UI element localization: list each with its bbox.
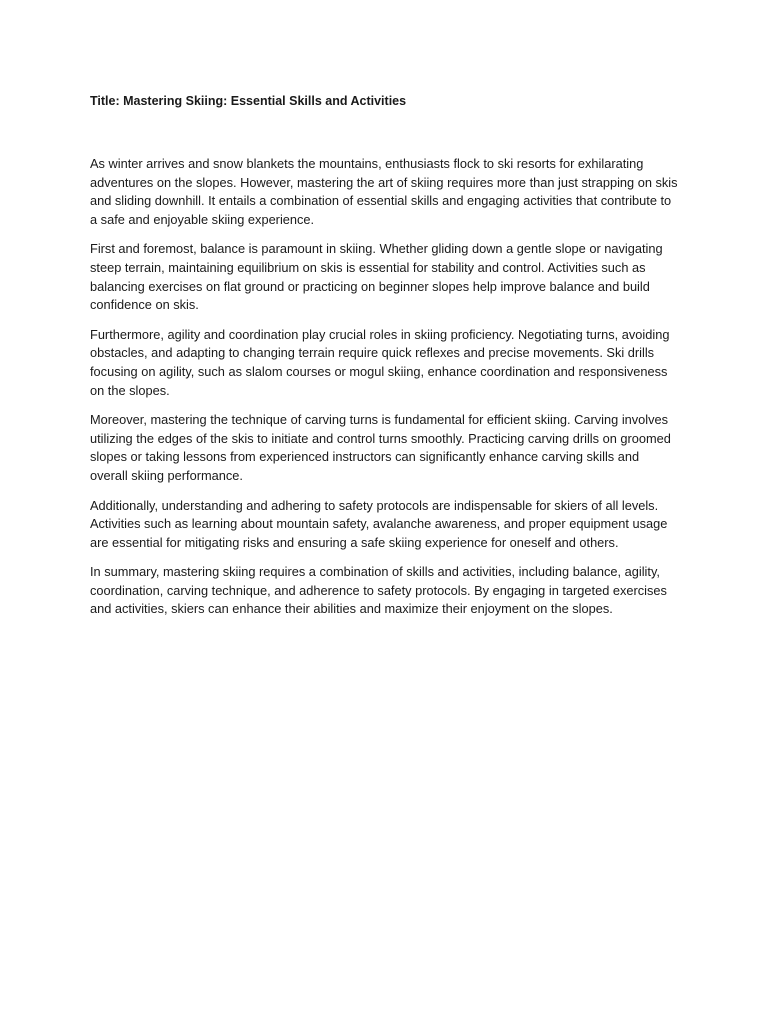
document-title: Title: Mastering Skiing: Essential Skills and Activities [90,94,407,108]
paragraph-safety: Additionally, understanding and adhering to safety protocols are indispensable for skiers of all levels. Activities such as learning about mountain safety, avalanche awareness, and proper equipment usage are essential for mitigating risks and ensuring a safe skiing experience for oneself and others. [90,497,668,550]
paragraph-agility: Furthermore, agility and coordination play crucial roles in skiing proficiency. Negotiating turns, avoiding obstacles, and adapting to changing terrain require quick reflexes and precise movements. Ski drills focusing on agility, such as slalom courses or mogul skiing, enhance coordination and responsiveness on the slopes. [90,326,670,398]
paragraph-carving: Moreover, mastering the technique of carving turns is fundamental for efficient skiing. Carving involves utilizing the edges of the skis to initiate and control turns smoothly. Practicing carving drills on groomed slopes or taking lessons from experienced instructors can significantly enhance carving skills and overall skiing performance. [90,412,671,483]
paragraph-balance: First and foremost, balance is paramount in skiing. Whether gliding down a gentle slope or navigating steep terrain, maintaining equilibrium on skis is essential for stability and control. Activities such as balancing exercises on flat ground or practicing on beginner slopes help improve balance and build confidence on skis. [90,241,663,313]
paragraph-intro: As winter arrives and snow blankets the mountains, enthusiasts flock to ski resorts for exhilarating adventures on the slopes. However, mastering the art of skiing requires more than just strapping on skis and sliding downhill. It entails a combination of essential skills and engaging activities that contribute to a safe and enjoyable skiing experience. [90,156,678,227]
paragraph-summary: In summary, mastering skiing requires a combination of skills and activities, including balance, agility, coordination, carving technique, and adherence to safety protocols. By engaging in targeted exercises and activities, skiers can enhance their abilities and maximize their enjoyment on the slopes. [90,564,667,617]
